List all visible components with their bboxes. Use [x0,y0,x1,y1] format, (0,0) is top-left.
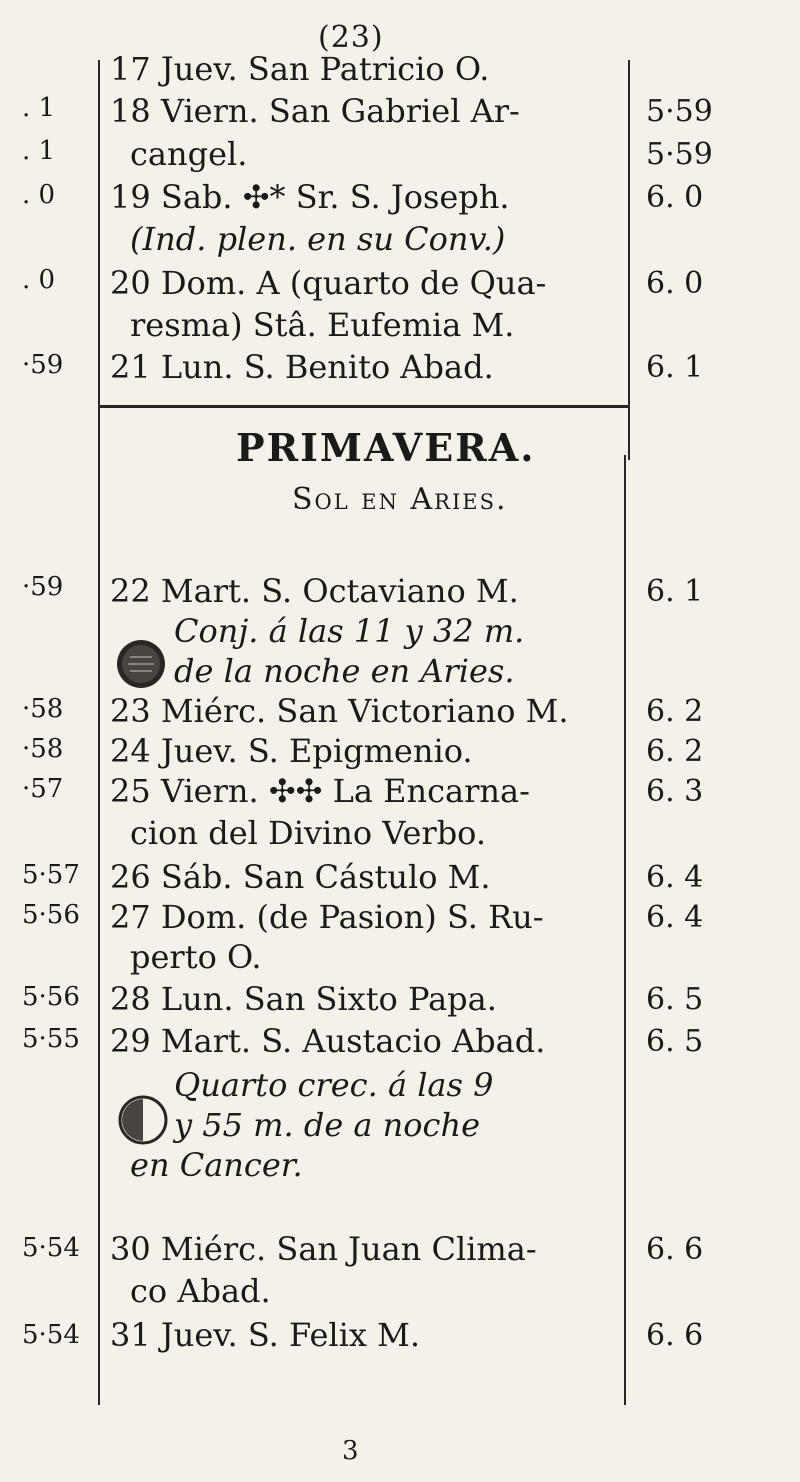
sun-time: 5·59 [646,137,713,172]
right-column-rule-bottom [624,455,626,1405]
margin-number: 5·54 [22,1320,80,1350]
sun-time: 6. 6 [646,1318,704,1353]
entry-line: 25 Viern. ✣✣ La Encarna- [110,772,530,810]
entry-line: Conj. á las 11 y 32 m. [174,612,525,650]
margin-number: ·58 [22,734,64,764]
entry-line: 22 Mart. S. Octaviano M. [110,572,519,610]
entry-line: 26 Sáb. San Cástulo M. [110,858,491,896]
entry-line: 27 Dom. (de Pasion) S. Ru- [110,898,544,936]
margin-number: 5·54 [22,1233,80,1263]
sun-time: 6. 0 [646,266,704,301]
entry-line: de la noche en Aries. [174,652,515,690]
sun-time: 6. 3 [646,774,704,809]
margin-number: 5·56 [22,982,80,1012]
entry-line: cangel. [130,135,248,173]
margin-number: 5·55 [22,1024,80,1054]
entry-line: en Cancer. [130,1146,303,1184]
entry-line: 21 Lun. S. Benito Abad. [110,348,494,386]
entry-line: 20 Dom. A (quarto de Qua- [110,264,547,302]
sun-time: 6. 1 [646,350,704,385]
page-number-bottom: 3 [342,1436,359,1466]
margin-number: ·59 [22,572,64,602]
entry-line: resma) Stâ. Eufemia M. [130,306,515,344]
sun-time: 6. 4 [646,900,704,935]
section-divider [100,405,630,408]
margin-number: 5·57 [22,860,80,890]
sun-time: 5·59 [646,94,713,129]
margin-number: . 1 [22,136,56,166]
entry-line: cion del Divino Verbo. [130,814,487,852]
sun-time: 6. 4 [646,860,704,895]
right-column-rule-top [628,60,630,460]
entry-line: 29 Mart. S. Austacio Abad. [110,1022,546,1060]
first-quarter-moon-icon [114,1093,172,1147]
sun-time: 6. 2 [646,694,704,729]
entry-line: 18 Viern. San Gabriel Ar- [110,92,520,130]
left-column-rule [98,60,100,1405]
sun-time: 6. 5 [646,1024,704,1059]
margin-number: ·58 [22,694,64,724]
entry-line: perto O. [130,938,262,976]
page-number-top: (23) [318,20,384,55]
entry-line: 19 Sab. ✣* Sr. S. Joseph. [110,178,510,216]
entry-line: co Abad. [130,1272,271,1310]
margin-number: . 0 [22,180,56,210]
margin-number: ·59 [22,350,64,380]
entry-line: 23 Miérc. San Victoriano M. [110,692,569,730]
margin-number: . 1 [22,93,56,123]
sun-time: 6. 5 [646,982,704,1017]
entry-line: 28 Lun. San Sixto Papa. [110,980,497,1018]
entry-line: (Ind. plen. en su Conv.) [130,220,506,258]
sun-time: 6. 0 [646,180,704,215]
sun-time: 6. 1 [646,574,704,609]
margin-number: 5·56 [22,900,80,930]
entry-line: 24 Juev. S. Epigmenio. [110,732,473,770]
sun-time: 6. 2 [646,734,704,769]
sign-heading: Sol en Aries. [292,482,508,517]
entry-line: 30 Miérc. San Juan Clima- [110,1230,537,1268]
new-moon-icon [112,637,170,691]
margin-number: . 0 [22,265,56,295]
margin-number: ·57 [22,774,64,804]
entry-line: Quarto crec. á las 9 [174,1066,494,1104]
entry-line: y 55 m. de a noche [174,1106,481,1144]
entry-line: 31 Juev. S. Felix M. [110,1316,421,1354]
entry-line: 17 Juev. San Patricio O. [110,50,490,88]
sun-time: 6. 6 [646,1232,704,1267]
season-heading: PRIMAVERA. [236,425,536,470]
